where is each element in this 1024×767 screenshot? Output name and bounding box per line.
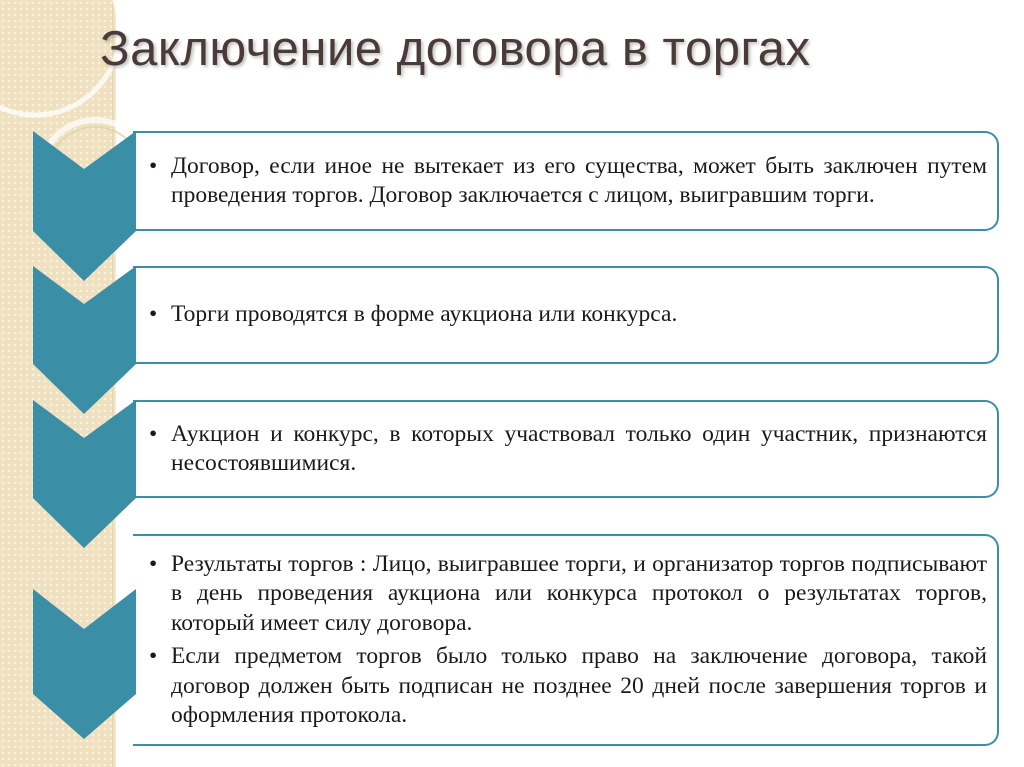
bullet-dot: • — [149, 550, 158, 577]
step-1-text: Договор, если иное не вытекает из его существа, может быть заключен путем проведения торгов. Договор заключается с лицом, выигравшим торги. — [171, 152, 987, 208]
step-chevron-2 — [33, 266, 136, 414]
step-4-bullet-1 — [147, 550, 987, 639]
step-box-1 — [133, 131, 999, 231]
bullet-dot: • — [149, 643, 158, 669]
step-chevron-3 — [33, 400, 136, 548]
step-box-2 — [133, 266, 999, 364]
step-3-text: Аукцион и конкурс, в которых участвовал только один участник, признаются несостоявшимися. — [171, 420, 987, 476]
slide-title: Заключение договора в торгах — [100, 22, 811, 76]
step-box-3 — [133, 400, 999, 498]
step-2-text: Торги проводятся в форме аукциона или конкурса. — [171, 301, 678, 328]
bullet-dot: • — [149, 420, 158, 447]
step-4-text-1: Результаты торгов : Лицо, выигравшее торги, и организатор торгов подписывают в день проведения аукциона или конкурса протокол о результатах торгов, который имеет силу договора. — [171, 550, 987, 636]
step-1-bullet — [147, 152, 987, 211]
bullet-dot: • — [149, 152, 158, 179]
step-chevron-1 — [33, 131, 136, 281]
step-4-bullet-2 — [147, 642, 987, 731]
bullet-dot: • — [149, 301, 158, 328]
step-chevron-4 — [33, 534, 136, 746]
step-3-bullet — [147, 420, 987, 479]
step-4-text-2: Если предметом торгов было только право на заключение договора, такой договор должен быть подписан не позднее 20 дней после завершения торгов и оформления протокола. — [171, 643, 987, 728]
step-box-4 — [133, 534, 999, 746]
step-2-bullet — [147, 300, 987, 330]
